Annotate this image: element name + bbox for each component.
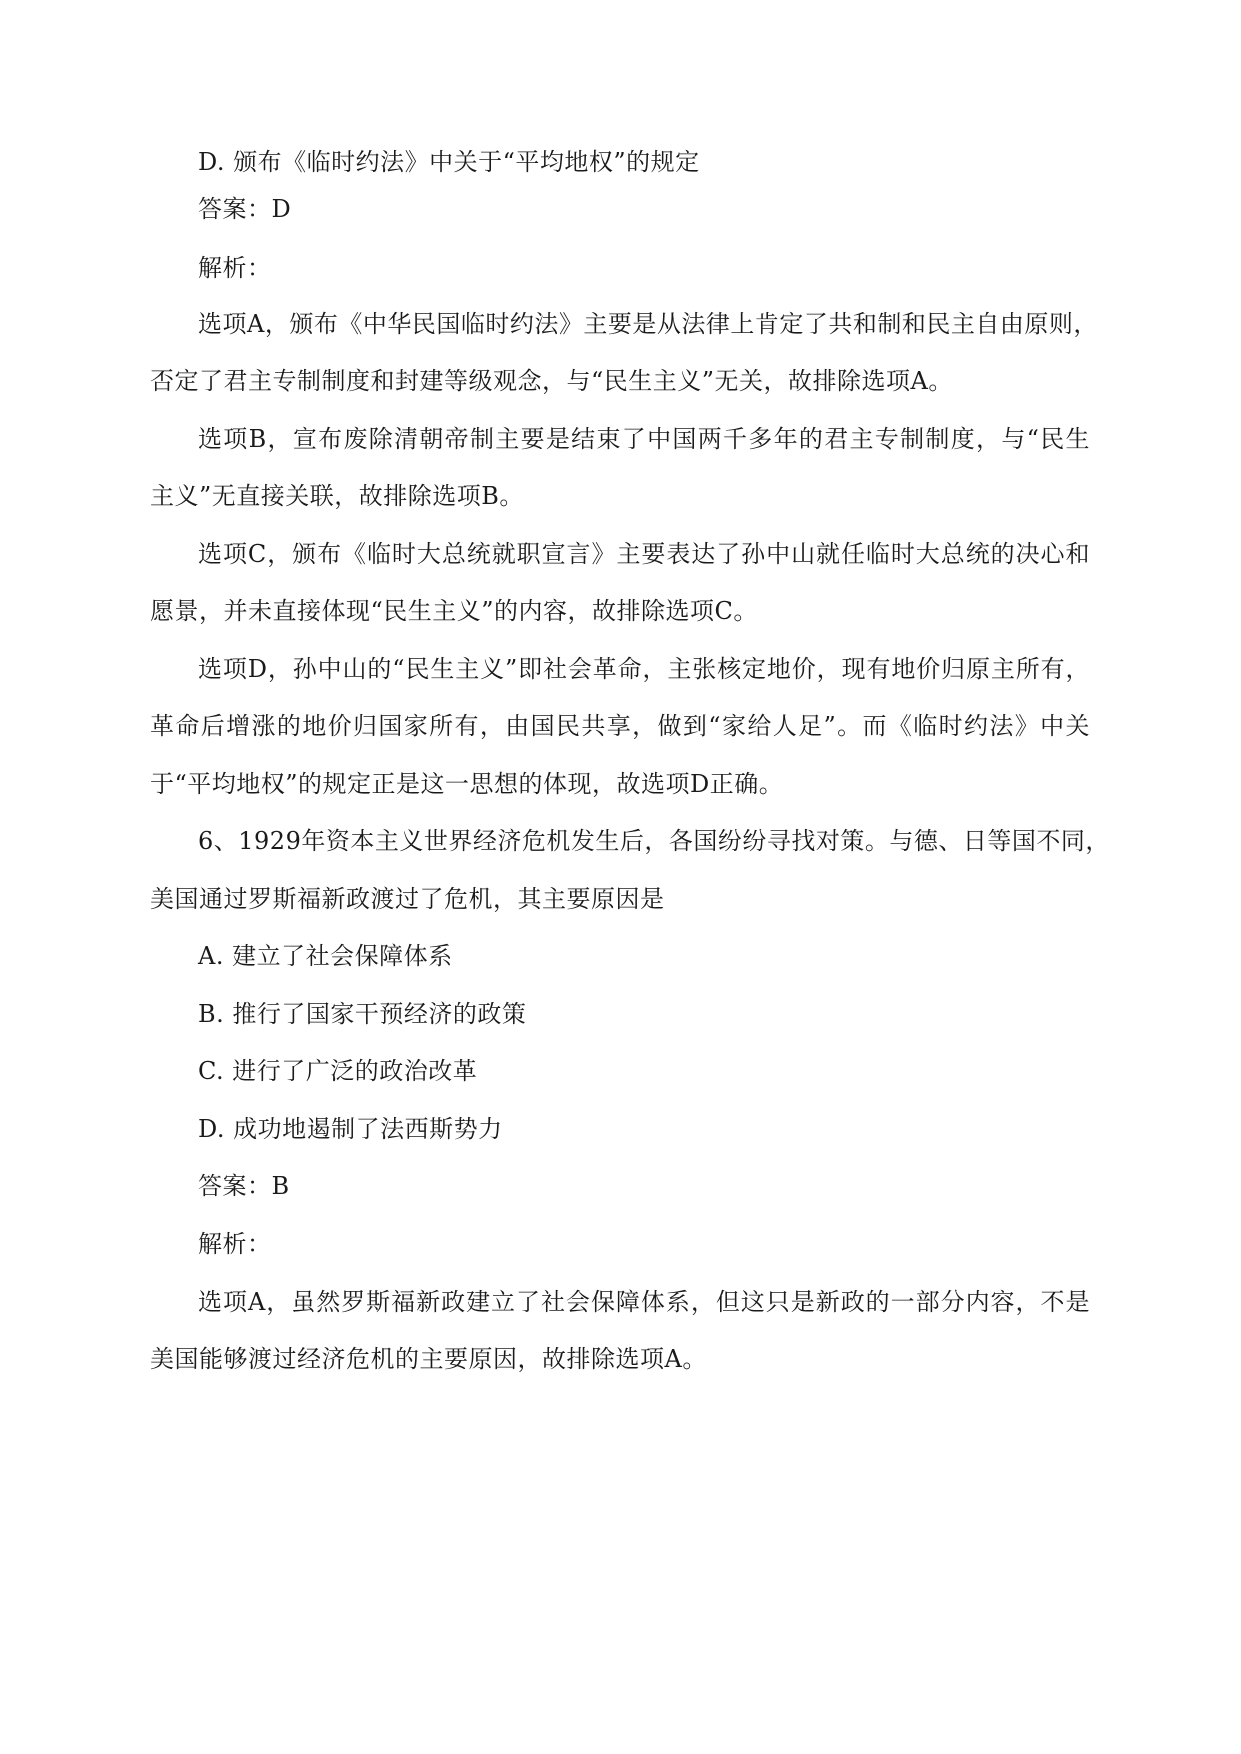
analysis-paragraph-line: 愿景，并未直接体现“民生主义”的内容，故排除选项C。 <box>150 597 758 625</box>
question-6-stem: 美国通过罗斯福新政渡过了危机，其主要原因是 <box>150 885 665 913</box>
analysis-paragraph-line: 选项D，孙中山的“民生主义”即社会革命，主张核定地价，现有地价归原主所有， <box>198 655 1090 683</box>
question-6-option-c: C. 进行了广泛的政治改革 <box>198 1057 478 1085</box>
analysis-paragraph-line: 选项A，虽然罗斯福新政建立了社会保障体系，但这只是新政的一部分内容，不是 <box>198 1288 1090 1316</box>
analysis-paragraph-line: 主义”无直接关联，故排除选项B。 <box>150 482 524 510</box>
analysis-paragraph-line: 否定了君主专制制度和封建等级观念，与“民生主义”无关，故排除选项A。 <box>150 367 953 395</box>
analysis-heading: 解析： <box>198 1230 272 1258</box>
analysis-paragraph-line: 革命后增涨的地价归国家所有，由国民共享，做到“家给人足”。而《临时约法》中关 <box>150 712 1090 740</box>
question-6-option-a: A. 建立了社会保障体系 <box>198 942 453 970</box>
analysis-paragraph-line: 于“平均地权”的规定正是这一思想的体现，故选项D正确。 <box>150 770 784 798</box>
analysis-paragraph-line: 美国能够渡过经济危机的主要原因，故排除选项A。 <box>150 1345 707 1373</box>
question-6-stem: 6、1929年资本主义世界经济危机发生后，各国纷纷寻找对策。与德、日等国不同， <box>198 827 1110 855</box>
analysis-paragraph-line: 选项C，颁布《临时大总统就职宣言》主要表达了孙中山就任临时大总统的决心和 <box>198 540 1090 568</box>
analysis-paragraph-line: 选项A，颁布《中华民国临时约法》主要是从法律上肯定了共和制和民主自由原则， <box>198 310 1098 338</box>
question-6-option-d: D. 成功地遏制了法西斯势力 <box>198 1115 503 1143</box>
option-d-prev-question: D. 颁布《临时约法》中关于“平均地权”的规定 <box>198 148 700 176</box>
answer-prev-question: 答案：D <box>198 195 292 223</box>
question-6-option-b: B. 推行了国家干预经济的政策 <box>198 1000 527 1028</box>
question-6-answer: 答案：B <box>198 1172 290 1200</box>
analysis-heading: 解析： <box>198 254 272 282</box>
analysis-paragraph-line: 选项B，宣布废除清朝帝制主要是结束了中国两千多年的君主专制制度，与“民生 <box>198 425 1090 453</box>
